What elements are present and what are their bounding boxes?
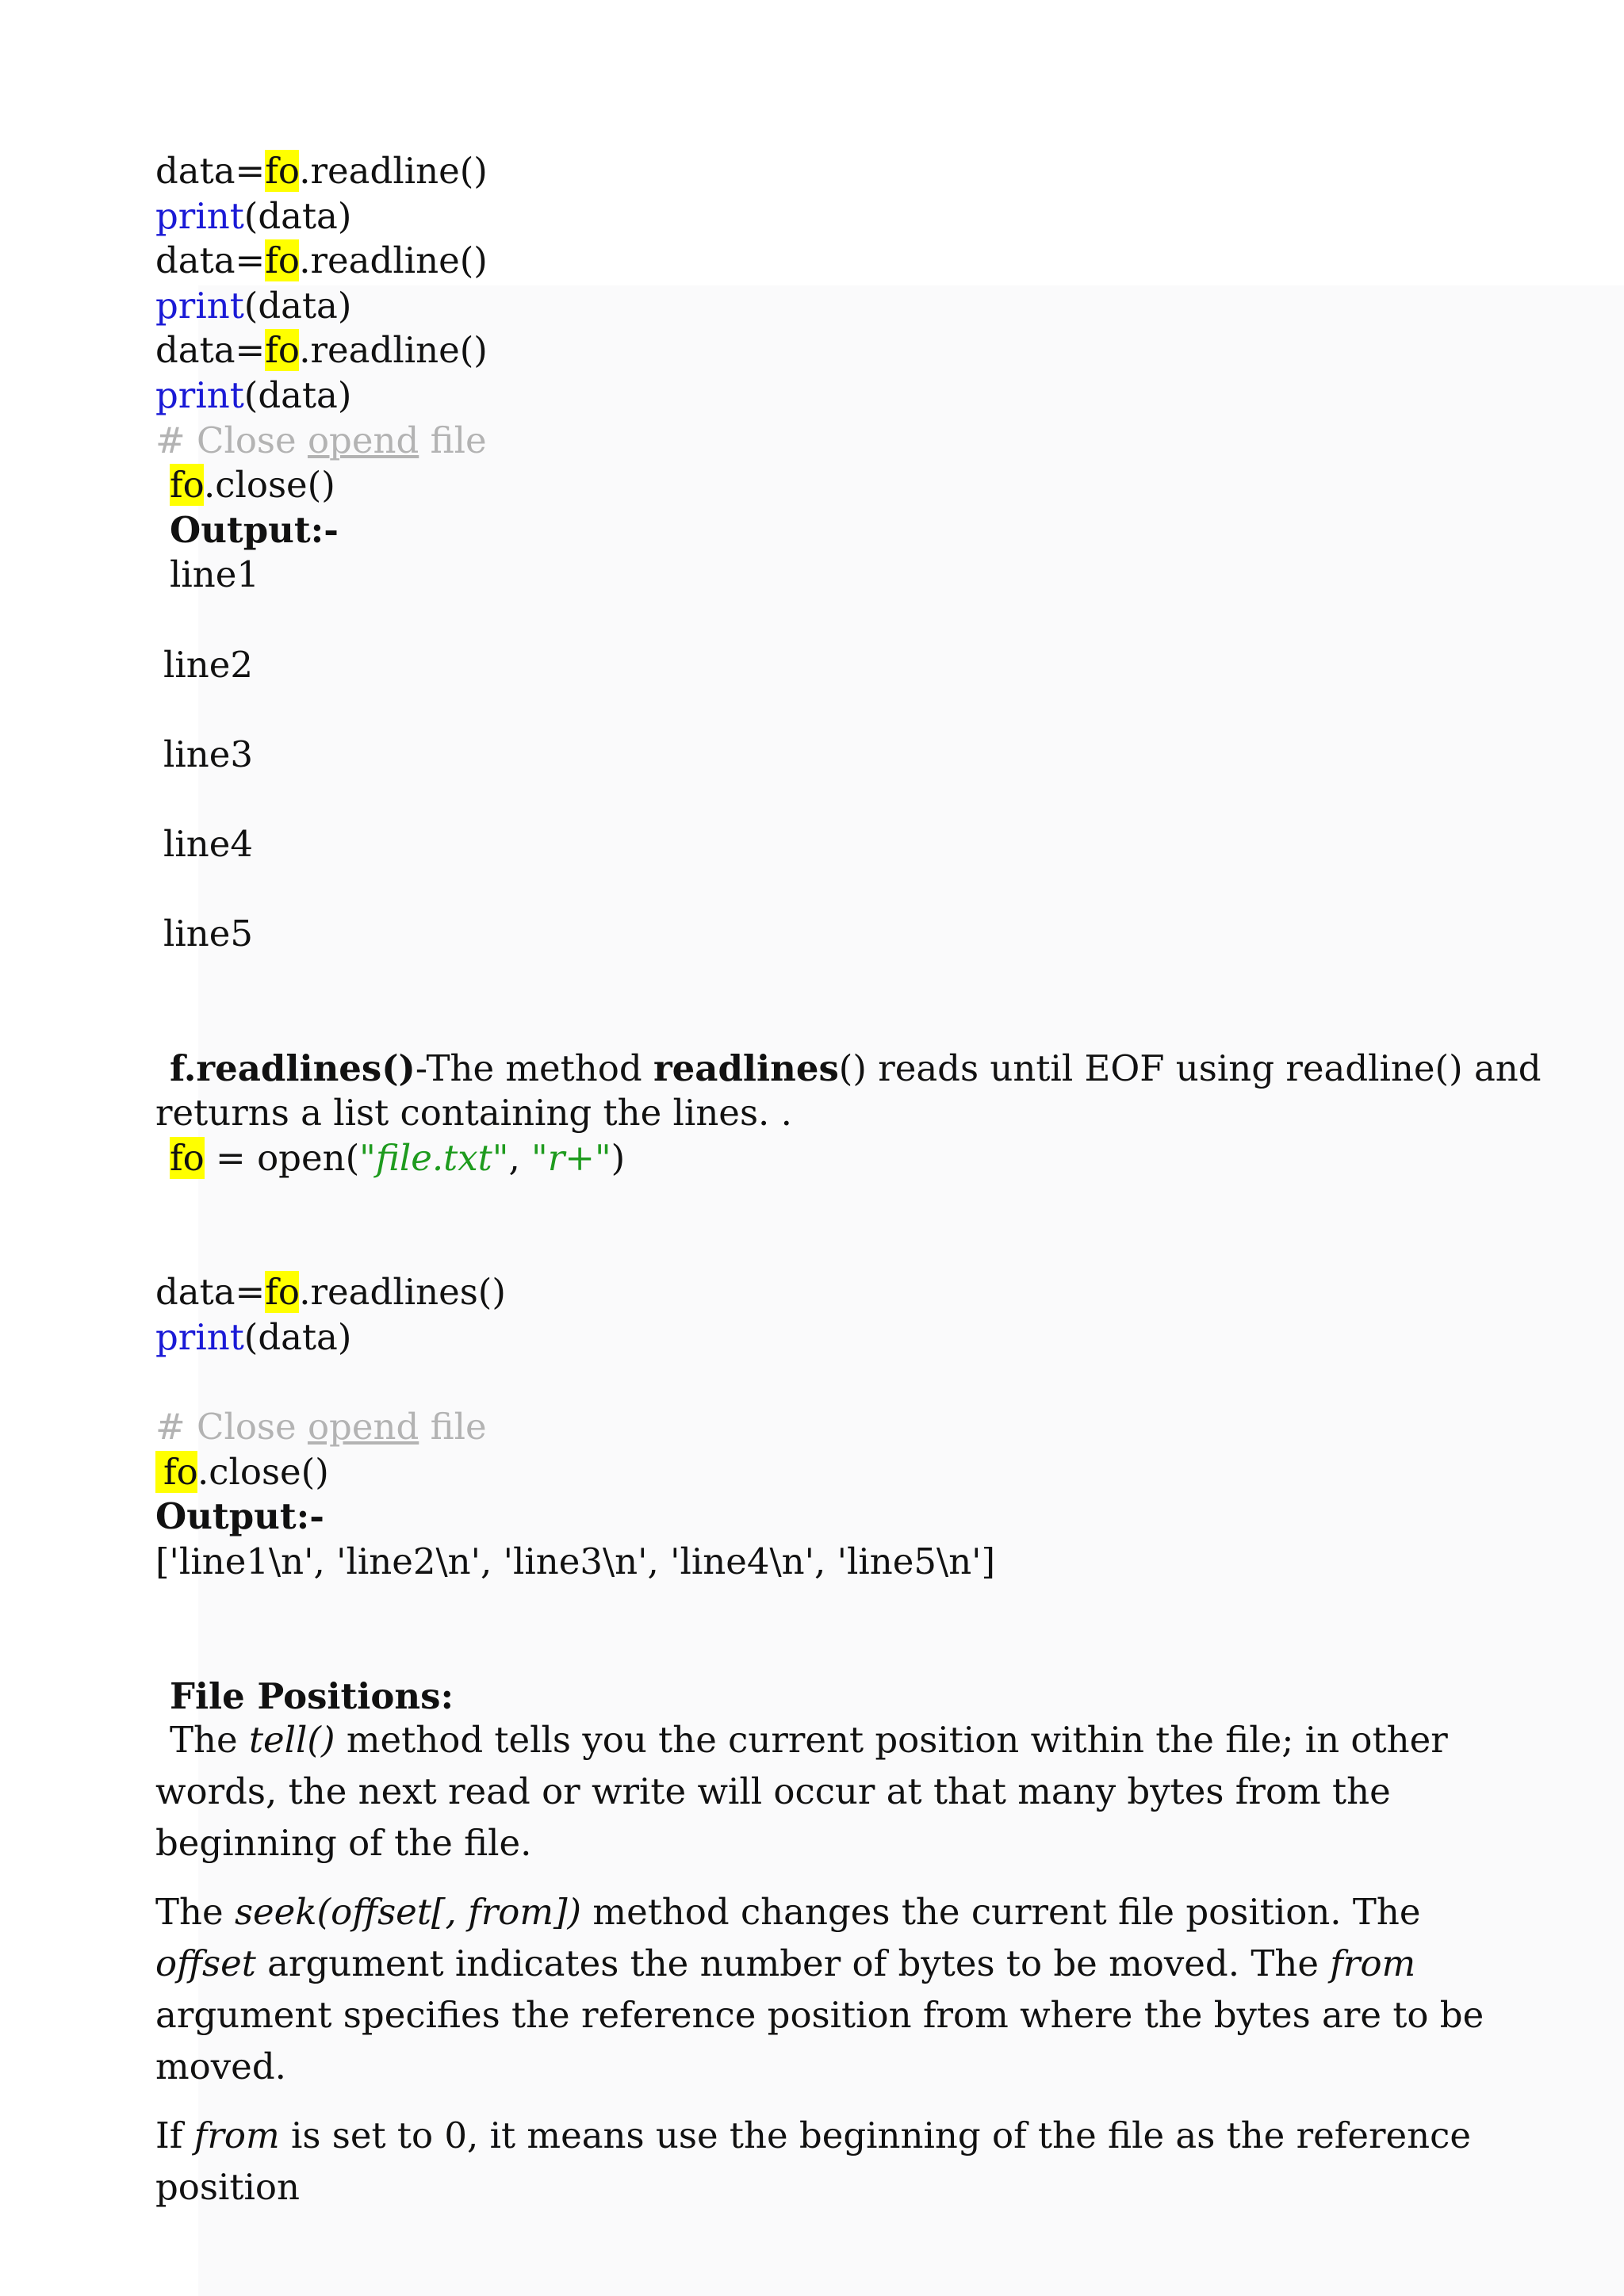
readlines-description-cont: returns a list containing the lines. . — [155, 1092, 792, 1135]
output-line: line3 — [163, 733, 254, 775]
code-line — [155, 194, 1503, 239]
highlighted-identifier: fo — [265, 150, 300, 192]
output-label: Output:- — [170, 508, 339, 551]
output-value: ['line1\n', 'line2\n', 'line3\n', 'line4\n', 'line5\n'] — [155, 1540, 996, 1583]
file-positions-section — [155, 1674, 1503, 2214]
highlighted-identifier: fo — [170, 1136, 205, 1179]
code-line — [155, 463, 1503, 508]
output-block-readline — [155, 508, 1503, 957]
code-line — [155, 373, 1503, 419]
keyword: print — [155, 284, 244, 327]
output-line: line4 — [163, 822, 254, 865]
output-line: line2 — [163, 643, 254, 686]
keyword: print — [155, 1316, 244, 1359]
code-text: .readline() — [299, 239, 488, 282]
highlighted-identifier: fo — [170, 464, 204, 507]
highlighted-identifier: fo — [265, 239, 300, 282]
highlighted-identifier: fo — [265, 1271, 300, 1314]
output-line: line5 — [163, 913, 254, 955]
code-line: print(data) — [155, 1316, 352, 1359]
keyword: print — [155, 373, 244, 416]
readlines-section — [155, 1047, 1542, 1181]
output-label: Output:- — [155, 1495, 324, 1538]
code-line: data=fo.readlines() — [155, 1271, 506, 1314]
code-block-readlines — [155, 1270, 1503, 1584]
code-comment: # Close opend file — [155, 419, 487, 461]
readlines-description: f.readlines()-The method readlines() reads until EOF using readline() and — [170, 1047, 1542, 1089]
code-text: data= — [155, 329, 266, 372]
paragraph-seek: The seek(offset[, from]) method changes the current file position. The offset argument indicates the number of bytes to be moved. The from argument specifies the reference position from where the bytes are to be moved. — [155, 1891, 1484, 2088]
keyword: print — [155, 194, 244, 237]
document-body — [155, 149, 1542, 2213]
code-line — [155, 149, 1503, 194]
code-line: fo = open("file.txt", "r+") — [170, 1136, 626, 1179]
code-line — [155, 284, 1503, 329]
code-line — [155, 328, 1503, 373]
highlighted-identifier: fo — [155, 1451, 197, 1493]
highlighted-identifier: fo — [265, 329, 300, 372]
code-text: .readline() — [299, 329, 488, 372]
paragraph-tell: The tell() method tells you the current position within the file; in other words, the next read or write will occur at that many bytes from the beginning of the file. — [155, 1719, 1448, 1865]
string-literal: "r+" — [531, 1136, 611, 1179]
code-line: fo.close() — [155, 1450, 1503, 1495]
output-line: line1 — [170, 553, 260, 596]
code-text: data= — [155, 150, 266, 192]
paragraph-from: If from is set to 0, it means use the beginning of the file as the reference position — [155, 2114, 1472, 2209]
code-line — [155, 239, 1503, 284]
code-text: (data) — [243, 194, 352, 237]
code-text: (data) — [243, 284, 352, 327]
code-text: .readline() — [299, 150, 488, 192]
code-text: .close() — [203, 464, 335, 507]
code-comment: # Close opend file — [155, 1406, 487, 1448]
method-heading: f.readlines() — [170, 1047, 416, 1089]
code-text: (data) — [243, 373, 352, 416]
code-text: data= — [155, 239, 266, 282]
section-heading: File Positions: — [170, 1674, 454, 1717]
code-block-readline — [155, 149, 1503, 508]
string-literal: "file.txt" — [359, 1136, 509, 1179]
